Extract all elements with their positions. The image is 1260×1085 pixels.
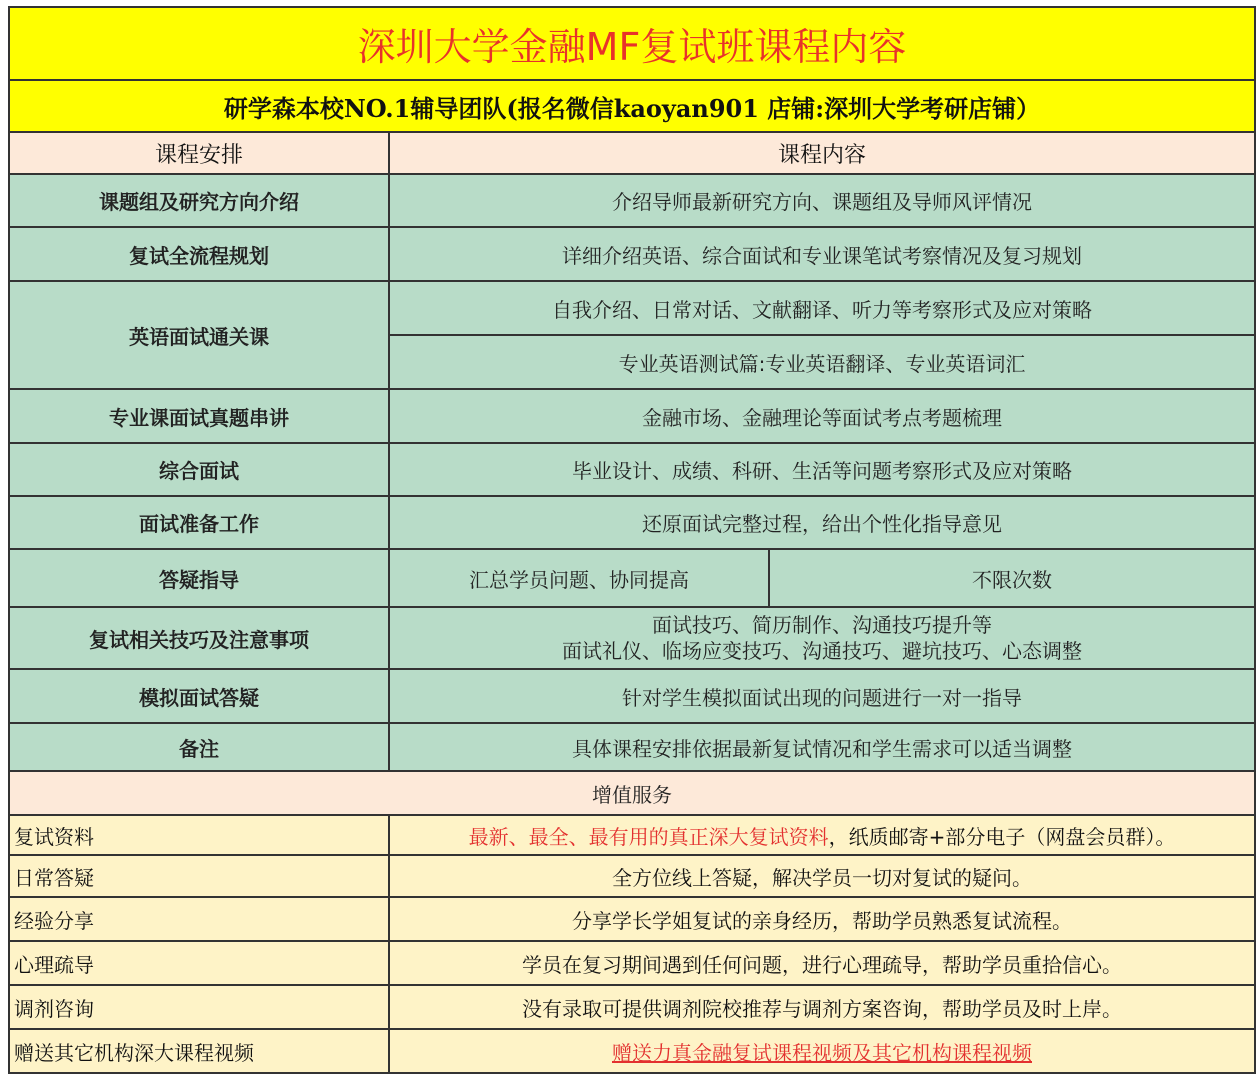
course-name: 复试相关技巧及注意事项: [9, 607, 389, 669]
course-content-extra: 不限次数: [769, 549, 1255, 607]
course-content: 还原面试完整过程，给出个性化指导意见: [389, 496, 1255, 549]
service-name: 心理疏导: [9, 941, 389, 985]
course-content: 具体课程安排依据最新复试情况和学生需求可以适当调整: [389, 723, 1255, 771]
course-name: 课题组及研究方向介绍: [9, 174, 389, 227]
course-content: 详细介绍英语、综合面试和专业课笔试考察情况及复习规划: [389, 227, 1255, 281]
service-content: 全方位线上答疑，解决学员一切对复试的疑问。: [389, 855, 1255, 897]
service-content: 没有录取可提供调剂院校推荐与调剂方案咨询，帮助学员及时上岸。: [389, 985, 1255, 1029]
content-line: 面试技巧、简历制作、沟通技巧提升等: [652, 613, 992, 637]
course-table: [8, 6, 1256, 1074]
service-highlight: 最新、最全、最有用的真正深大复试资料: [468, 824, 829, 849]
gift-video-link[interactable]: 赠送力真金融复试课程视频及其它机构课程视频: [612, 1040, 1032, 1065]
course-content: [389, 607, 1255, 669]
service-name: 经验分享: [9, 897, 389, 941]
content-line: 面试礼仪、临场应变技巧、沟通技巧、避坑技巧、心态调整: [562, 639, 1082, 663]
service-content-rest: ，纸质邮寄+部分电子（网盘会员群）。: [828, 824, 1176, 849]
column-header-schedule: 课程安排: [9, 132, 389, 174]
course-content: 专业英语测试篇:专业英语翻译、专业英语词汇: [389, 335, 1255, 389]
course-content: 汇总学员问题、协同提高: [389, 549, 769, 607]
course-name: 复试全流程规划: [9, 227, 389, 281]
course-content: 毕业设计、成绩、科研、生活等问题考察形式及应对策略: [389, 443, 1255, 496]
service-content-link[interactable]: [389, 1029, 1255, 1073]
course-content: 针对学生模拟面试出现的问题进行一对一指导: [389, 669, 1255, 723]
service-name: 复试资料: [9, 815, 389, 855]
course-name: 备注: [9, 723, 389, 771]
service-content: 分享学长学姐复试的亲身经历，帮助学员熟悉复试流程。: [389, 897, 1255, 941]
value-added-header: 增值服务: [9, 771, 1255, 815]
course-content: 介绍导师最新研究方向、课题组及导师风评情况: [389, 174, 1255, 227]
service-name: 日常答疑: [9, 855, 389, 897]
page-title: 深圳大学金融MF复试班课程内容: [9, 7, 1255, 80]
column-header-content: 课程内容: [389, 132, 1255, 174]
page-subtitle: 研学森本校NO.1辅导团队(报名微信kaoyan901 店铺:深圳大学考研店铺）: [9, 80, 1255, 132]
course-name: 面试准备工作: [9, 496, 389, 549]
course-content: 金融市场、金融理论等面试考点考题梳理: [389, 389, 1255, 443]
service-name: 调剂咨询: [9, 985, 389, 1029]
course-name: 专业课面试真题串讲: [9, 389, 389, 443]
course-name: 模拟面试答疑: [9, 669, 389, 723]
service-name: 赠送其它机构深大课程视频: [9, 1029, 389, 1073]
course-content: 自我介绍、日常对话、文献翻译、听力等考察形式及应对策略: [389, 281, 1255, 335]
service-content: 学员在复习期间遇到任何问题，进行心理疏导，帮助学员重拾信心。: [389, 941, 1255, 985]
course-name: 英语面试通关课: [9, 281, 389, 389]
course-name: 综合面试: [9, 443, 389, 496]
service-content: [389, 815, 1255, 855]
course-name: 答疑指导: [9, 549, 389, 607]
